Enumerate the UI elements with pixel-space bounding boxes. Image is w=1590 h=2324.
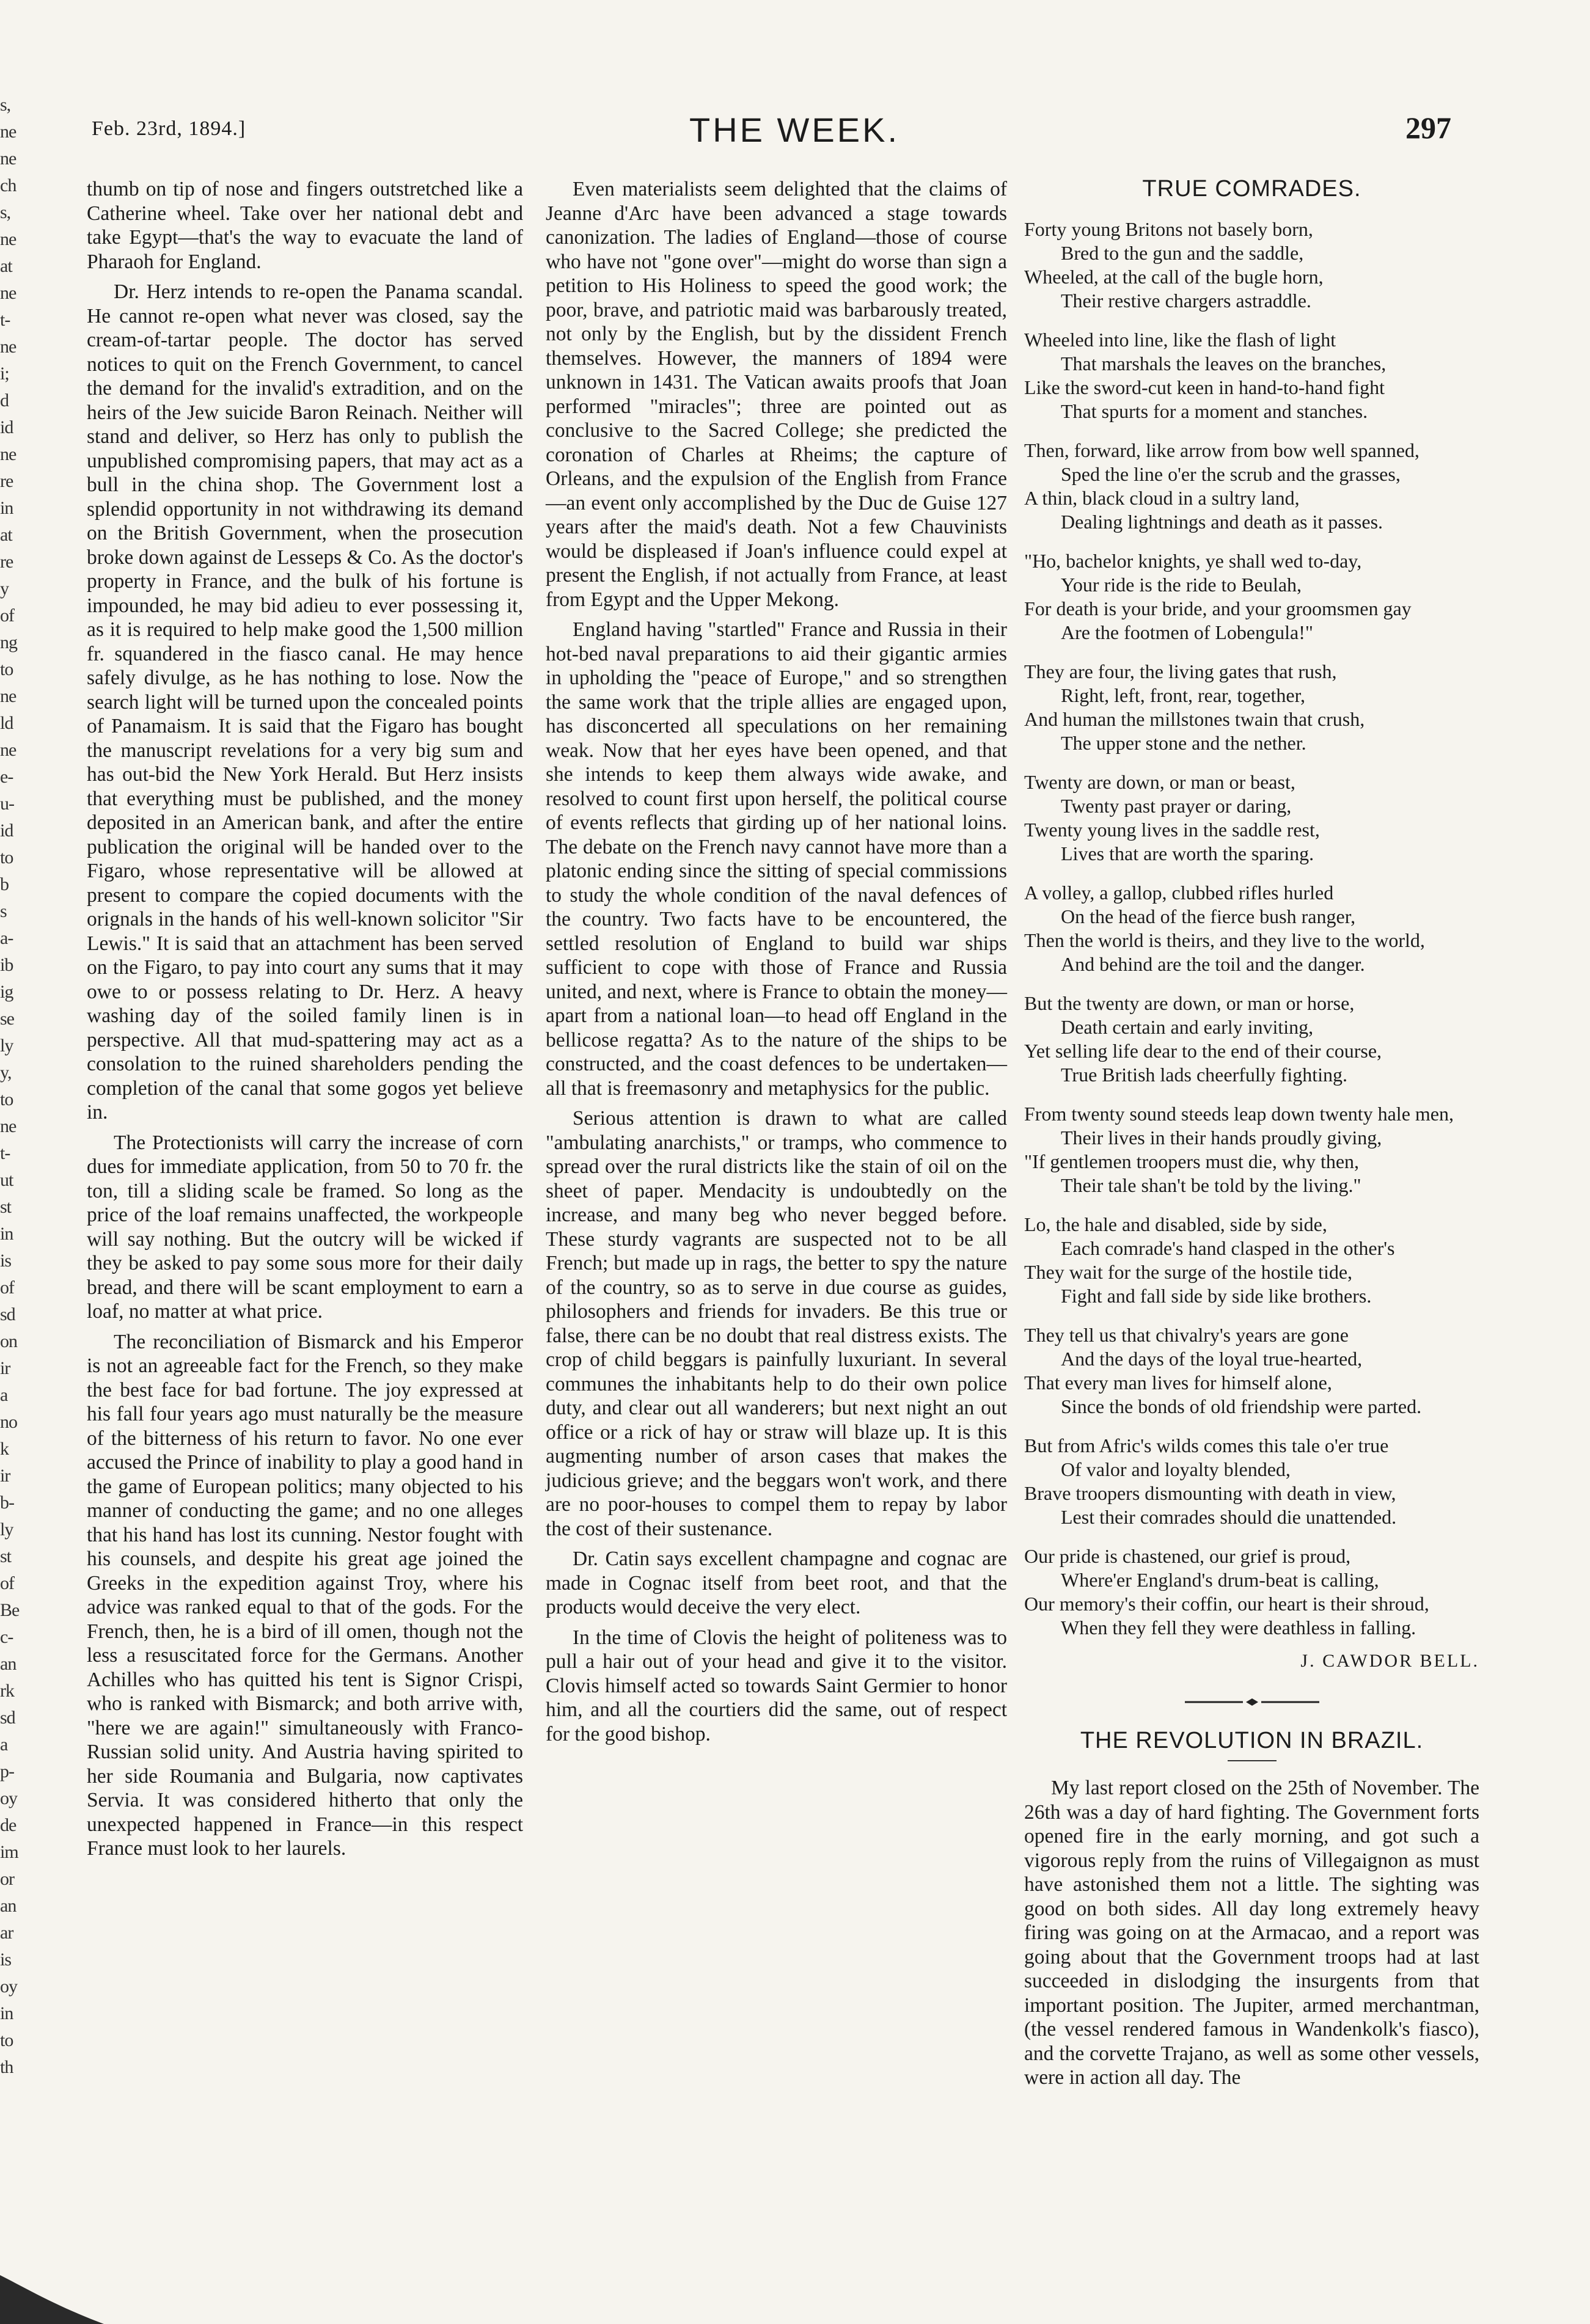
edge-fragment: of <box>0 1277 14 1298</box>
poem-line: Are the footmen of Lobengula!" <box>1061 621 1313 643</box>
header-date: Feb. 23rd, 1894.] <box>92 117 246 140</box>
edge-fragment: t- <box>0 310 10 330</box>
edge-fragment: id <box>0 820 13 841</box>
edge-fragment: i; <box>0 364 9 384</box>
poem-line: They tell us that chivalry's years are gone <box>1024 1323 1349 1346</box>
edge-fragment: is <box>0 1251 12 1271</box>
edge-fragment: oy <box>0 1976 17 1997</box>
poem-line: And the days of the loyal true-hearted, <box>1061 1347 1363 1370</box>
poem-line: Twenty young lives in the saddle rest, <box>1024 818 1320 841</box>
poem-line: But from Afric's wilds comes this tale o'er true <box>1024 1434 1389 1456</box>
poem-line: Dealing lightnings and death as it passes. <box>1061 510 1383 533</box>
poem-line: From twenty sound steeds leap down twenty hale men, <box>1024 1102 1454 1125</box>
edge-fragment: in <box>0 2003 13 2023</box>
poem-line: Forty young Britons not basely born, <box>1024 217 1313 240</box>
edge-fragment: b <box>0 874 9 894</box>
edge-fragment: ne <box>0 122 16 142</box>
poem-line: Twenty past prayer or daring, <box>1061 794 1292 817</box>
poem-line: Right, left, front, rear, together, <box>1061 684 1305 706</box>
edge-fragment: s, <box>0 95 11 115</box>
edge-fragment: de <box>0 1815 16 1835</box>
edge-fragment: on <box>0 1331 17 1351</box>
paragraph-bismarck: The reconciliation of Bismarck and his Emperor is not an agreeable fact for the French, so they make the best face for bad fortune. The joy expressed at his fall four years ago must naturally be the measure of the bitterness of his return to favor. No one ever accused the Prince of inability to play a good hand in the game of European politics; many objected to his manner of conducting the game; and no one alleges that his hand has lost its cunning. Nestor fought with his counsels, and despite his great age joined the Greeks in the expedition against Troy, where his advice was ranked equal to that of the gods. For the French, then, he is a bird of ill omen, though not the less a resuscitated force for the Germans. Another Achilles who has quitted his tent is Signor Crispi, who is ranked with Bismarck; and both arrive with, "here we are again!" simultaneously with Franco-Russian solid unity. And Austria having spirited to her side Roumania and Bulgaria, now captivates Servia. It was considered hitherto that only the unexpected happened in France—in this respect France must look to her laurels. <box>87 1330 523 1860</box>
poem-line: A volley, a gallop, clubbed rifles hurled <box>1024 881 1334 904</box>
edge-fragment: ch <box>0 175 16 195</box>
edge-fragment: s <box>0 901 7 921</box>
edge-fragment: t- <box>0 1143 10 1163</box>
column-2 <box>546 177 1007 1752</box>
edge-fragment: th <box>0 2057 13 2077</box>
poem-line: Lives that are worth the sparing. <box>1061 842 1314 864</box>
paragraph-brazil: My last report closed on the 25th of November. The 26th was a day of hard fighting. The Government forts opened fire in the early morning, and got such a vigorous reply from the ruins of Villegaignon as must have astonished them not a little. The sighting was good on both sides. All day long extremely heavy firing was going on at the Armacao, and a report was going about that the Government troops had at last succeeded in dislodging the insurgents from that important position. The Jupiter, armed merchantman, (the vessel rendered famous in Wandenkolk's fiasco), and the corvette Trajano, as well as some other vessels, were in action all day. The <box>1024 1777 1479 2089</box>
edge-fragment: of <box>0 1573 14 1593</box>
poem-line: On the head of the fierce bush ranger, <box>1061 905 1356 927</box>
edge-fragment: c- <box>0 1627 13 1647</box>
poem-line: Fight and fall side by side like brothers. <box>1061 1284 1372 1307</box>
poem-line: Each comrade's hand clasped in the other's <box>1061 1237 1395 1259</box>
edge-fragment: oy <box>0 1788 17 1808</box>
poem-line: True British lads cheerfully fighting. <box>1061 1063 1347 1086</box>
edge-fragment: in <box>0 1224 13 1244</box>
edge-fragment: in <box>0 498 13 518</box>
edge-fragment: to <box>0 2030 13 2050</box>
poem-stanza <box>1024 992 1479 1087</box>
edge-fragment: ne <box>0 148 16 169</box>
header-title: THE WEEK. <box>689 111 900 149</box>
poem-line: That spurts for a moment and stanches. <box>1061 400 1368 422</box>
edge-fragment: id <box>0 417 13 437</box>
poem-stanza <box>1024 770 1479 866</box>
poem-body <box>1024 217 1479 1640</box>
poem-line: Then, forward, like arrow from bow well spanned, <box>1024 439 1420 461</box>
poem-line: For death is your bride, and your groomsmen gay <box>1024 597 1412 619</box>
edge-fragment: Be <box>0 1600 20 1620</box>
edge-fragment: ng <box>0 632 17 652</box>
edge-fragment: se <box>0 1009 14 1029</box>
poem-stanza <box>1024 1323 1479 1419</box>
poem-line: Wheeled into line, like the flash of light <box>1024 328 1336 351</box>
poem-line: A thin, black cloud in a sultry land, <box>1024 486 1300 509</box>
poem-line: Where'er England's drum-beat is calling, <box>1061 1568 1379 1591</box>
edge-fragment: ne <box>0 229 16 249</box>
poem-line: Lest their comrades should die unattended. <box>1061 1505 1397 1528</box>
poem-stanza <box>1024 1213 1479 1308</box>
poem-line: They are four, the living gates that rush, <box>1024 660 1337 682</box>
edge-fragment: p- <box>0 1761 14 1781</box>
poem-line: Their lives in their hands proudly giving, <box>1061 1126 1382 1149</box>
poem-stanza <box>1024 328 1479 423</box>
edge-fragment: at <box>0 256 12 276</box>
poem-line: Then the world is theirs, and they live to the world, <box>1024 929 1425 951</box>
poem-line: Our pride is chastened, our grief is proud, <box>1024 1544 1351 1567</box>
poem-title: TRUE COMRADES. <box>1142 176 1361 202</box>
poem-line: Since the bonds of old friendship were parted. <box>1061 1395 1422 1417</box>
poem-line: Brave troopers dismounting with death in view, <box>1024 1482 1396 1504</box>
poem-line: Their tale shan't be told by the living." <box>1061 1174 1361 1196</box>
poem-line: Our memory's their coffin, our heart is their shroud, <box>1024 1592 1429 1615</box>
edge-fragment: im <box>0 1842 18 1862</box>
edge-fragment: an <box>0 1896 16 1916</box>
edge-fragment: ib <box>0 955 13 975</box>
edge-fragment: ig <box>0 982 13 1002</box>
edge-fragment: y <box>0 579 9 599</box>
poem-line: And human the millstones twain that crush, <box>1024 707 1365 730</box>
edge-fragment: re <box>0 471 13 491</box>
edge-fragment: y, <box>0 1062 12 1083</box>
poem-line: That marshals the leaves on the branches, <box>1061 352 1387 375</box>
edge-fragment: is <box>0 1949 12 1970</box>
edge-fragment: no <box>0 1412 17 1432</box>
poem-stanza <box>1024 1102 1479 1197</box>
poem-stanza <box>1024 439 1479 534</box>
edge-fragment: ne <box>0 444 16 464</box>
edge-fragment: ne <box>0 337 16 357</box>
paragraph-jeanne-darc: Even materialists seem delighted that the claims of Jeanne d'Arc have been advanced a stage towards canonization. The ladies of England—those of course who have not "gone over"—might do worse than sign a petition to His Holiness to speed the good work; the poor, brave, and patriotic maid was barbarously treated, not only by the English, but by the dissident French themselves. However, the manners of 1894 were unknown in 1431. The Vatican awaits proofs that Joan performed "miracles"; three are pointed out as conclusive to the Sacred College; she predicted the coronation of Charles at Rheims; the capture of Orleans, and the expulsion of the English from France—an event only accomplished by the Duc de Guise 127 years after the maid's death. Not a few Chauvinists would be displeased if Joan's influence could expel at present the English, if not actually from France, at least from Egypt and the Upper Mekong. <box>546 178 1007 611</box>
page-corner-shadow <box>0 2251 104 2324</box>
edge-fragment: a <box>0 1734 8 1755</box>
edge-fragment: sd <box>0 1708 15 1728</box>
paragraph-naval: England having "startled" France and Russia in their hot-bed naval preparations to aid their gigantic armies in upholding the "peace of Europe," and so strengthen the same work that the triple allies are engaged upon, has disconcerted all speculations on her remaining weak. Now that her eyes have been opened, and that she intends to keep them always wide awake, and resolved to count first upon herself, the political course of events reflects that girding up of her national loins. The debate on the French navy cannot have more than a platonic ending since the sitting of special commissions to study the whole condition of the naval defences of the country. Two facts have to be encountered, the settled resolution of England to build war ships sufficient to cope with those of France and Russia united, and next, where is France to obtain the money—apart from a national loan—to head off England in the bellicose regatta? As to the nature of the ships to be constructed, and the coast defences to be undertaken—all that is freemasonry and metaphysics for the public. <box>546 618 1007 1100</box>
title-underline <box>1228 1760 1277 1761</box>
paragraph-catin: Dr. Catin says excellent champagne and cognac are made in Cognac itself from beet root, and that the products would deceive the very elect. <box>546 1548 1007 1618</box>
edge-fragment: st <box>0 1546 12 1566</box>
poem-line: But the twenty are down, or man or horse, <box>1024 992 1355 1014</box>
edge-fragment: b- <box>0 1493 14 1513</box>
poem-signature: J. CAWDOR BELL. <box>1300 1650 1479 1671</box>
edge-fragment: or <box>0 1869 14 1889</box>
poem-line: That every man lives for himself alone, <box>1024 1371 1332 1394</box>
poem-line: They wait for the surge of the hostile tide, <box>1024 1260 1353 1283</box>
poem-line: Your ride is the ride to Beulah, <box>1061 573 1302 596</box>
poem-stanza <box>1024 881 1479 976</box>
edge-fragment: at <box>0 525 12 545</box>
poem-line: "Ho, bachelor knights, ye shall wed to-day, <box>1024 549 1362 572</box>
paragraph-egypt: thumb on tip of nose and fingers outstretched like a Catherine wheel. Take over her national debt and take Egypt—that's the way to evacuate the land of Pharaoh for England. <box>87 178 523 273</box>
edge-fragment: ir <box>0 1358 10 1378</box>
paragraph-protectionists: The Protectionists will carry the increase of corn dues for immediate application, from 50 to 70 fr. the ton, till a sliding scale be framed. So long as the price of the loaf remains unaffected, the workpeople will say nothing. But the outcry will be wicked if they be asked to pay some sous more for their daily bread, and there will be scant employment to earn a loaf, no matter at what price. <box>87 1131 523 1323</box>
poem-line: Wheeled, at the call of the bugle horn, <box>1024 265 1324 288</box>
paragraph-clovis: In the time of Clovis the height of politeness was to pull a hair out of your head and give it to the visitor. Clovis himself acted so towards Saint Germier to honor him, and all the courtiers did the same, out of respect for the good bishop. <box>546 1626 1007 1745</box>
poem-line: Yet selling life dear to the end of their course, <box>1024 1039 1382 1062</box>
section-title-brazil: THE REVOLUTION IN BRAZIL. <box>1080 1727 1424 1753</box>
poem-line: Death certain and early inviting, <box>1061 1015 1314 1038</box>
edge-fragment: a- <box>0 928 13 948</box>
edge-fragment: ar <box>0 1923 13 1943</box>
poem-line: Their restive chargers astraddle. <box>1061 289 1311 312</box>
poem-line: Twenty are down, or man or beast, <box>1024 770 1295 793</box>
edge-fragment: rk <box>0 1681 14 1701</box>
poem-line: Of valor and loyalty blended, <box>1061 1458 1291 1480</box>
edge-fragment: ly <box>0 1036 13 1056</box>
column-3 <box>1024 177 1479 2096</box>
edge-fragment: sd <box>0 1304 15 1325</box>
edge-fragment: ut <box>0 1170 13 1190</box>
poem-line: And behind are the toil and the danger. <box>1061 952 1365 975</box>
edge-fragment: s, <box>0 202 11 222</box>
poem-stanza <box>1024 549 1479 645</box>
edge-fragment: re <box>0 552 13 572</box>
poem-stanza <box>1024 217 1479 313</box>
edge-fragment: to <box>0 659 13 679</box>
edge-fragment: ne <box>0 283 16 303</box>
edge-fragment: st <box>0 1197 12 1217</box>
edge-fragment: ne <box>0 740 16 760</box>
poem-line: When they fell they were deathless in falling. <box>1061 1616 1416 1639</box>
edge-fragment: of <box>0 605 14 626</box>
poem-line: Lo, the hale and disabled, side by side, <box>1024 1213 1327 1235</box>
poem-line: Like the sword-cut keen in hand-to-hand fight <box>1024 376 1385 398</box>
column-1 <box>87 177 523 1867</box>
poem-line: Sped the line o'er the scrub and the grasses, <box>1061 462 1401 485</box>
poem-stanza <box>1024 1434 1479 1529</box>
edge-fragment: to <box>0 1089 13 1109</box>
edge-fragment: ne <box>0 686 16 706</box>
page-number: 297 <box>1405 111 1451 145</box>
left-margin-bleed-through <box>0 92 21 2077</box>
edge-fragment: ne <box>0 1116 16 1136</box>
edge-fragment: u- <box>0 794 14 814</box>
edge-fragment: ir <box>0 1466 10 1486</box>
edge-fragment: k <box>0 1439 9 1459</box>
edge-fragment: a <box>0 1385 8 1405</box>
edge-fragment: ly <box>0 1519 13 1540</box>
edge-fragment: d <box>0 390 9 411</box>
edge-fragment: ld <box>0 713 13 733</box>
edge-fragment: e- <box>0 767 13 787</box>
paragraph-anarchists: Serious attention is drawn to what are called "ambulating anarchists," or tramps, who commence to spread over the rural districts like the stain of oil on the sheet of paper. Mendacity is undoubtedly on the increase, and many beg who never begged before. These sturdy vagrants are suspected not to be all French; but made up in rags, the better to spy the nature of the country, so as to serve in due course as guides, philosophers and friends for invaders. Be this true or false, there can be no doubt that real distress exists. The crop of child beggars is painfully luxuriant. In several communes the inhabitants help to do their own police duty, and clear out all wanderers; but next night an out office or a rick of hay or straw will blaze up. It is this augmenting number of arson cases that makes the judicious grieve; and the beggars won't work, and there are no poor-houses to compel them to repay by labor the cost of their sustenance. <box>546 1107 1007 1540</box>
edge-fragment: to <box>0 847 13 868</box>
poem-line: Bred to the gun and the saddle, <box>1061 241 1304 264</box>
paragraph-panama: Dr. Herz intends to re-open the Panama scandal. He cannot re-open what never was closed, say the cream-of-tartar people. The doctor has served notices to quit on the French Government, to cancel the demand for the invalid's extradition, and on the heirs of the Jew suicide Baron Reinach. Neither will stand and deliver, so Herz has only to publish the unpublished compromising papers, that may act as a bull in the china shop. The Government lost a splendid opportunity in not withdrawing its demand on the British Government, when the prosecution broke down against de Lesseps & Co. As the doctor's property in France, and the bulk of his fortune is impounded, he may bid adieu to ever possessing it, as it is required to help make good the 1,500 million fr. squandered in the fiasco canal. He may hence safely divulge, as he has nothing to lose. Now the search light will be turned upon the concealed points of Panamaism. It is said that the Figaro has bought the manuscript revelations for a very big sum and has out-bid the New York Herald. But Herz insists that everything must be published, and the money deposited in an American bank, and after the entire publication the original will be handed over to the Figaro, whose representative will be allowed at present to compare the copied documents with the orignals in the hands of his well-known solicitor "Sir Lewis." It is said that an attachment has been served on the Figaro, to pay into court any sums that it may owe to or possess relating to Dr. Herz. A heavy washing day of the soiled family linen is in perspective. All that mud-spattering may act as a consolation to the ruined shareholders pending the completion of the canal that some gogos yet believe in. <box>87 280 523 1124</box>
edge-fragment: an <box>0 1654 16 1674</box>
poem-stanza <box>1024 1544 1479 1640</box>
poem-stanza <box>1024 660 1479 755</box>
poem-line: "If gentlemen troopers must die, why then, <box>1024 1150 1360 1172</box>
poem-line: The upper stone and the nether. <box>1061 731 1306 754</box>
section-divider <box>1024 1690 1479 1714</box>
